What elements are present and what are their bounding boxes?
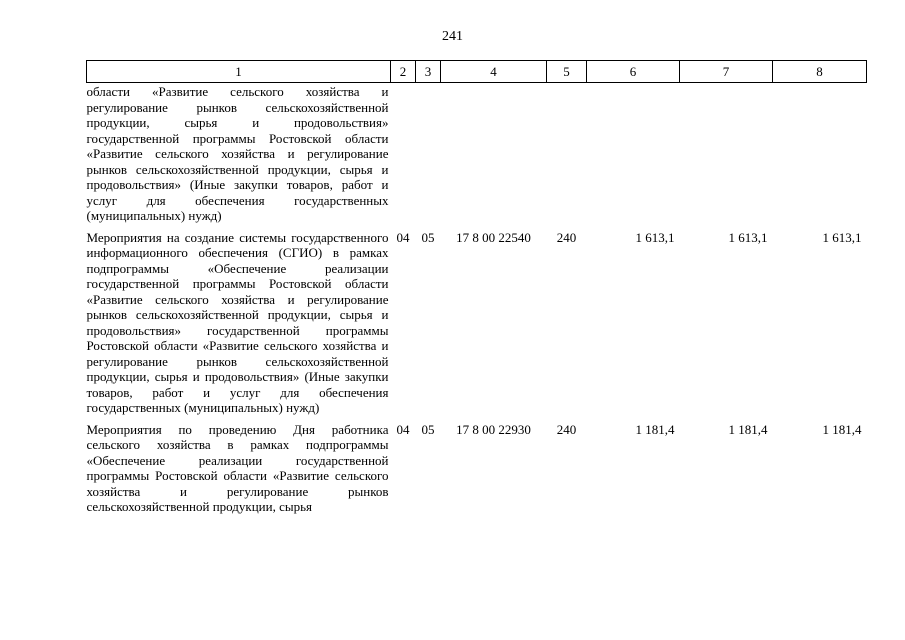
budget-table-container bbox=[86, 60, 866, 515]
row-col-2: 04 bbox=[396, 229, 410, 245]
row-col-3 bbox=[416, 83, 441, 224]
row-col-4: 17 8 00 22540 bbox=[456, 229, 531, 245]
table-header bbox=[87, 61, 867, 83]
row-col-2 bbox=[391, 83, 416, 224]
row-col-5 bbox=[547, 83, 587, 224]
row-description: области «Развитие сельского хозяйства и регулирование рынков сельскохозяйственной продукции, сырья и продовольствия» государственной программы Ростовской области «Развитие сельского хозяйства и регулирование рынков сельскохозяйственной продукции, сырья и продовольствия» (Иные закупки товаров, работ и услуг для обеспечения государственных (муниципальных) нужд) bbox=[86, 84, 389, 223]
header-col-7: 7 bbox=[680, 61, 773, 83]
row-col-7 bbox=[680, 83, 773, 224]
header-col-3: 3 bbox=[416, 61, 441, 83]
row-col-7: 1 613,1 bbox=[728, 229, 768, 245]
row-col-6: 1 181,4 bbox=[635, 421, 675, 437]
table-row bbox=[87, 224, 867, 416]
table-body bbox=[87, 83, 867, 515]
row-col-7: 1 181,4 bbox=[728, 421, 768, 437]
budget-table bbox=[86, 60, 867, 515]
row-col-5: 240 bbox=[556, 421, 577, 437]
row-col-6: 1 613,1 bbox=[635, 229, 675, 245]
row-col-8 bbox=[773, 83, 867, 224]
row-col-8: 1 613,1 bbox=[822, 229, 862, 245]
row-col-6 bbox=[587, 83, 680, 224]
header-col-4: 4 bbox=[441, 61, 547, 83]
row-description: Мероприятия по проведению Дня работника сельского хозяйства в рамках подпрограммы «Обеспечение реализации государственной программы Ростовской области «Развитие сельского хозяйства и регулирование рынков сельскохозяйственной продукции, сырья bbox=[86, 421, 389, 514]
row-col-8: 1 181,4 bbox=[822, 421, 862, 437]
header-col-6: 6 bbox=[587, 61, 680, 83]
table-row bbox=[87, 416, 867, 515]
header-col-8: 8 bbox=[773, 61, 867, 83]
header-col-2: 2 bbox=[391, 61, 416, 83]
page-number: 241 bbox=[442, 29, 463, 44]
row-col-2: 04 bbox=[396, 421, 410, 437]
row-description: Мероприятия на создание системы государственного информационного обеспечения (СГИО) в рамках подпрограммы «Обеспечение реализации государственной программы Ростовской области «Развитие сельского хозяйства и регулирование рынков сельскохозяйственной продукции, сырья и продовольствия» государственной программы Ростовской области «Развитие сельского хозяйства и регулирование рынков сельскохозяйственной продукции, сырья и продовольствия» (Иные закупки товаров, работ и услуг для обеспечения государственных (муниципальных) нужд) bbox=[86, 229, 389, 415]
row-col-4 bbox=[441, 83, 547, 224]
row-col-3: 05 bbox=[421, 421, 435, 437]
row-col-5: 240 bbox=[556, 229, 577, 245]
row-col-3: 05 bbox=[421, 229, 435, 245]
header-col-5: 5 bbox=[547, 61, 587, 83]
table-row bbox=[87, 83, 867, 224]
header-row bbox=[87, 61, 867, 83]
row-col-4: 17 8 00 22930 bbox=[456, 421, 531, 437]
header-col-1: 1 bbox=[87, 61, 391, 83]
